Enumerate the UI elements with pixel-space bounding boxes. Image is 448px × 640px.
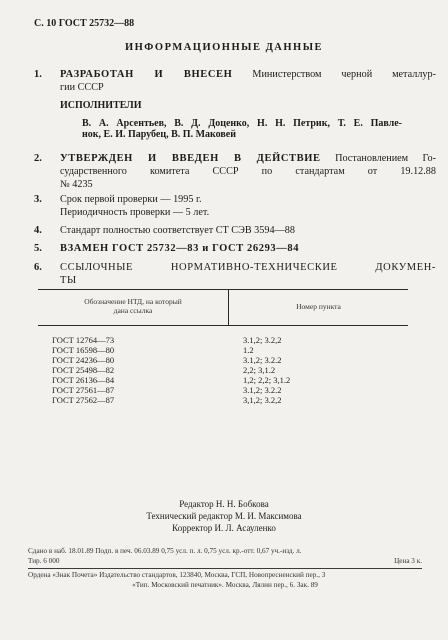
table-top-rule [38, 289, 408, 290]
item-2-line-3: № 4235 [60, 179, 93, 190]
item-number: 3. [34, 194, 42, 205]
table-header-document-line-2: дана ссылка [113, 306, 153, 315]
publisher-line-1: Ордена «Знак Почета» Издательство стандартов, 123840, Москва, ГСП, Новопресненский пер., 3 [28, 571, 326, 579]
imprint-line-1: Сдано в наб. 18.01.89 Подп. в печ. 06.03.89 0,75 усл. п. л. 0,75 усл. кр.-отт. 0,67 уч.-изд. л. [28, 547, 302, 555]
table-cell-clause: 3,1,2; 3.2,2 [243, 395, 282, 405]
imprint-divider [28, 568, 422, 569]
item-1-line-2: гии СССР [60, 82, 104, 93]
item-2-text: Постановлением Го- [335, 153, 437, 164]
item-2-label: УТВЕРЖДЕН И ВВЕДЕН В ДЕЙСТВИЕ [60, 153, 321, 164]
executors-names [82, 118, 402, 140]
item-number: 1. [34, 69, 42, 80]
item-5-label: ВЗАМЕН ГОСТ 25732—83 и ГОСТ 26293—84 [60, 243, 300, 254]
proofreader-credit: Корректор И. Л. Асауленко [172, 523, 276, 533]
executors-line-1: В. А. Арсентьев, В. Д. Доценко, Н. Н. Петрик, Т. Е. Павле- [82, 118, 402, 129]
table-header-rule [38, 325, 408, 326]
print-run: Тир. 6 000 [28, 557, 60, 565]
publisher-details [28, 570, 422, 590]
page-header: С. 10 ГОСТ 25732—88 [34, 18, 135, 29]
table-cell-clause: 2,2; 3,1.2 [243, 365, 276, 375]
reference-table [38, 289, 408, 427]
credits [0, 498, 448, 534]
table-header-document [38, 297, 228, 315]
table-header-document-line-1: Обозначение НТД, на который [84, 297, 182, 306]
item-3-line-2: Периодичность проверки — 5 лет. [60, 207, 210, 218]
item-6-line-1: ССЫЛОЧНЫЕ НОРМАТИВНО-ТЕХНИЧЕСКИЕ ДОКУМЕН- [60, 262, 436, 273]
item-2-line-1 [60, 152, 436, 165]
table-cell-clause: 3.1,2; 3.2.2 [243, 355, 282, 365]
item-number: 5. [34, 243, 42, 254]
table-cell-clause: 3.1,2; 3.2,2 [243, 335, 282, 345]
publisher-line-2: «Тип. Московский печатник». Москва, Лялин пер., 6. Зак. 89 [132, 581, 318, 589]
executors-line-2: нок, Е. И. Парубец, В. П. Маковей [82, 129, 236, 140]
imprint-details [28, 546, 422, 566]
table-cell-document: ГОСТ 24236—80 [52, 355, 115, 365]
table-cell-document: ГОСТ 25498—82 [52, 365, 115, 375]
item-number: 6. [34, 262, 42, 273]
table-cell-document: ГОСТ 27562—87 [52, 395, 115, 405]
table-cell-clause: 1,2; 2,2; 3,1.2 [243, 375, 291, 385]
table-cell-document: ГОСТ 27561—87 [52, 385, 115, 395]
table-cell-clause: 3.1,2; 3.2.2 [243, 385, 282, 395]
item-1-label: РАЗРАБОТАН И ВНЕСЕН [60, 69, 233, 80]
item-4-line-1: Стандарт полностью соответствует СТ СЭВ 3594—88 [60, 225, 295, 236]
item-6-line-2: ТЫ [60, 275, 77, 286]
price: Цена 3 к. [394, 557, 422, 565]
table-cell-document: ГОСТ 26136—84 [52, 375, 115, 385]
imprint-line-2 [28, 556, 422, 566]
table-cell-clause: 1.2 [243, 345, 254, 355]
editor-credit: Редактор Н. Н. Бобкова [179, 499, 269, 509]
table-cell-document: ГОСТ 12764—73 [52, 335, 115, 345]
executors-label: ИСПОЛНИТЕЛИ [60, 100, 142, 111]
item-1-line-1 [60, 68, 436, 81]
page-title: ИНФОРМАЦИОННЫЕ ДАННЫЕ [124, 42, 324, 53]
item-number: 4. [34, 225, 42, 236]
item-1-text: Министерством черной металлур- [252, 69, 436, 80]
item-2-line-2: сударственного комитета СССР по стандартам от 19.12.88 [60, 166, 436, 177]
item-3-line-1: Срок первой проверки — 1995 г. [60, 194, 202, 205]
table-cell-document: ГОСТ 16598—80 [52, 345, 115, 355]
item-number: 2. [34, 153, 42, 164]
tech-editor-credit: Технический редактор М. И. Максимова [146, 511, 302, 521]
table-header-clause: Номер пункта [296, 302, 341, 311]
